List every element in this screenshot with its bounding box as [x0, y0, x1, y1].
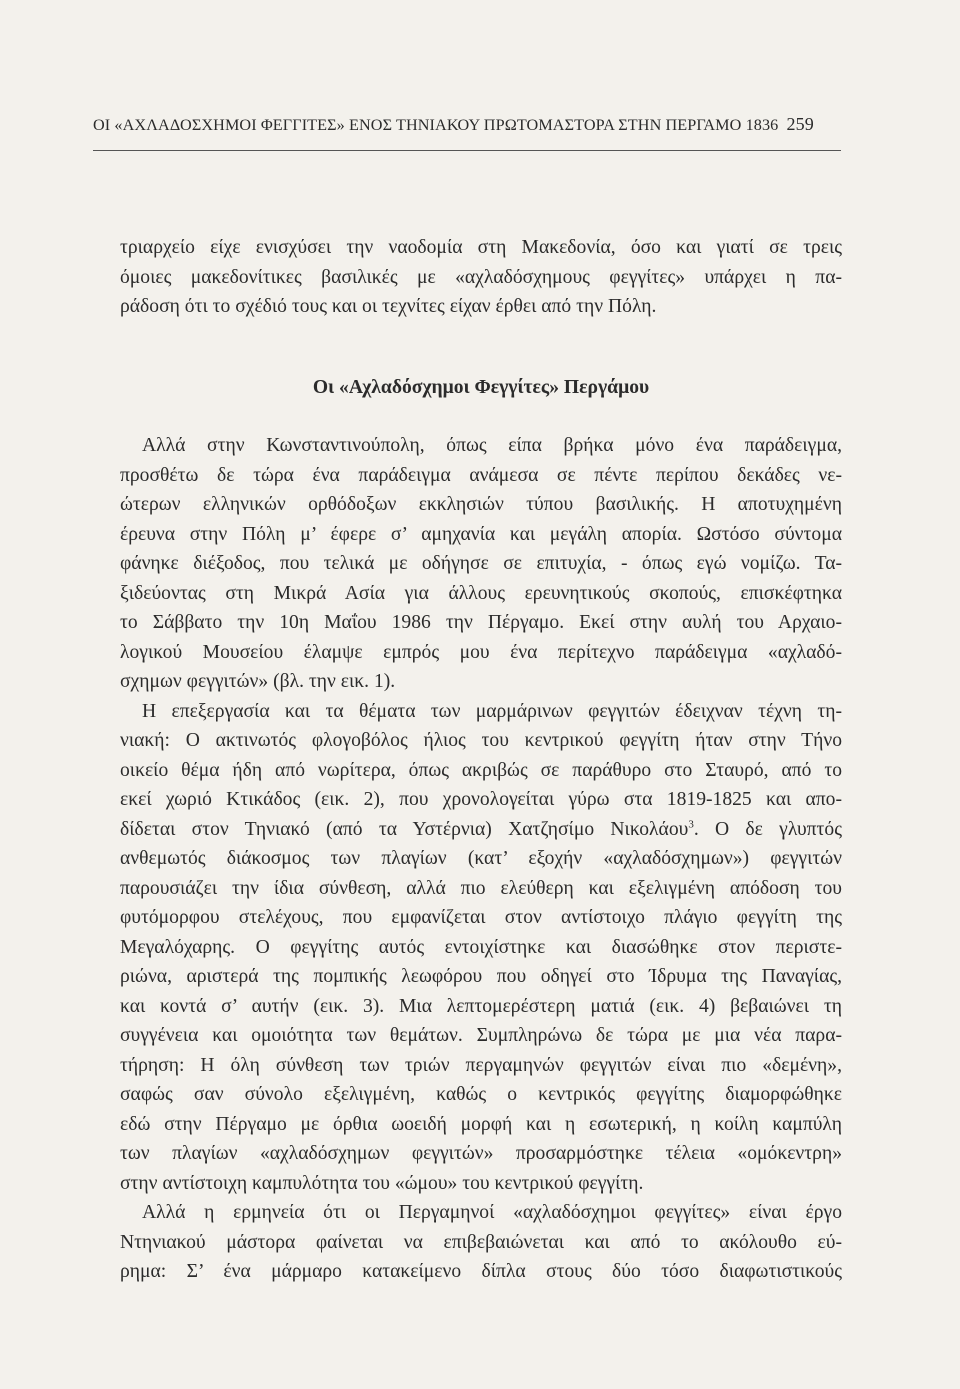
text-line: ράδοση ότι το σχέδιό τους και οι τεχνίτες είχαν έρθει από την Πόλη. [120, 296, 657, 317]
text-line: ξιδεύοντας στη Μικρά Ασία για άλλους ερευνητικούς σκοπούς, επισκέφτηκα [120, 582, 842, 604]
body-text [120, 431, 842, 1287]
text-line: ανθεμωτός διάκοσμος των πλαγίων (κατ’ εξοχήν «αχλαδόσχημων») φεγγιτών [120, 848, 842, 869]
text-segment: δίδεται στον Τηνιακό (από τα Υστέρνια) Χατζησίμο Νικολάου [120, 818, 689, 840]
page-number: 259 [786, 114, 814, 134]
footnote-ref[interactable]: 3 [688, 817, 694, 830]
text-line: Αλλά στην Κωνσταντινούπολη, όπως είπα βρήκα μόνο ένα παράδειγμα, [142, 435, 842, 456]
text-segment: . Ο δε γλυπτός [693, 818, 842, 840]
text-line: στην αντίστοιχη καμπυλότητα του «ώμου» του κεντρικού φεγγίτη. [120, 1172, 644, 1194]
text-line: εδώ στην Πέργαμο με όρθια ωοειδή μορφή και η εσωτερική, η κοίλη καμπύλη [120, 1113, 842, 1135]
text-line: συγγένεια και ομοιότητα των θεμάτων. Συμπληρώνω δε τώρα με μια νέα παρα- [120, 1025, 842, 1046]
text-line: Η επεξεργασία και τα θέματα των μαρμάρινων φεγγιτών έδειχναν τέχνη τη- [142, 700, 842, 722]
intro-paragraph [120, 233, 842, 322]
text-line: το Σάββατο την 10η Μαΐου 1986 την Πέργαμο. Εκεί στην αυλή του Αρχαιο- [120, 612, 842, 633]
text-line: των πλαγίων «αχλαδόσχημων φεγγιτών» προσαρμόστηκε τέλεια «ομόκεντρη» [120, 1143, 842, 1164]
text-line: όμοιες μακεδονίτικες βασιλικές με «αχλαδόσχημους φεγγίτες» υπάρχει η πα- [120, 266, 842, 288]
section-title: Οι «Αχλαδόσχημοι Φεγγίτες» Περγάμου [312, 377, 650, 398]
header-rule [93, 150, 841, 151]
text-line: φάνηκε διέξοδος, που τελικά με οδήγησε σε επιτυχία, - όπως εγώ νομίζω. Τα- [120, 553, 842, 574]
text-line: φυτόμορφου στελέχους, που εμφανίζεται στον αντίστοιχο πλάγιο φεγγίτη της [120, 907, 842, 928]
text-line: Ντηνιακού μάστορα φαίνεται να επιβεβαιώνεται και από το ακόλουθο εύ- [120, 1231, 842, 1253]
text-line: ώτερων ελληνικών ορθόδοξων εκκλησιών τύπου βασιλικής. Η αποτυχημένη [120, 494, 842, 515]
text-line: εκεί χωριό Κτικάδος (εικ. 2), που χρονολογείται γύρω στα 1819-1825 και απο- [120, 789, 842, 810]
text-line: τριαρχείο είχε ενισχύσει την ναοδομία στη Μακεδονία, όσο και γιατί σε τρεις [120, 237, 842, 258]
text-line: λογικού Μουσείου έλαμψε εμπρός μου ένα περίτεχνο παράδειγμα «αχλαδό- [120, 641, 842, 663]
text-line: έρευνα στην Πόλη μ’ έφερε σ’ αμηχανία και μεγάλη απορία. Ωστόσο σύντομα [120, 523, 842, 545]
text-line: οικείο θέμα ήδη από νωρίτερα, όπως ακριβώς σε παράθυρο στο Σταυρό, από το [120, 759, 842, 781]
text-line-with-footnote [120, 815, 842, 845]
text-line: τήρηση: Η όλη σύνθεση των τριών περγαμηνών φεγγιτών είναι πιο «δεμένη», [120, 1054, 842, 1076]
text-line: Μεγαλόχαρης. Ο φεγγίτης αυτός εντοιχίστηκε και διασώθηκε στον περιστε- [120, 936, 842, 958]
text-line: νιακή: Ο ακτινωτός φλογοβόλος ήλιος του κεντρικού φεγγίτη ήταν στην Τήνο [120, 730, 842, 751]
text-line: Αλλά η ερμηνεία ότι οι Περγαμηνοί «αχλαδόσχημοι φεγγίτες» είναι έργο [142, 1202, 842, 1223]
text-line: προσθέτω δε τώρα ένα παράδειγμα ανάμεσα σε πέντε περίπου δεκάδες νε- [120, 464, 842, 486]
running-title: ΟΙ «ΑΧΛΑΔΟΣΧΗΜΟΙ ΦΕΓΓΙΤΕΣ» ΕΝΟΣ ΤΗΝΙΑΚΟΥ ΠΡΩΤΟΜΑΣΤΟΡΑ ΣΤΗΝ ΠΕΡΓΑΜΟ 1836 [93, 116, 779, 134]
text-line: ριώνα, αριστερά της πομπικής λεωφόρου που οδηγεί στο Ίδρυμα της Παναγίας, [120, 966, 842, 987]
text-line: και κοντά σ’ αυτήν (εικ. 3). Μια λεπτομερέστερη ματιά (εικ. 4) βεβαιώνει τη [120, 995, 842, 1017]
text-line: παρουσιάζει την ίδια σύνθεση, αλλά πιο ελεύθερη και εξελιγμένη απόδοση του [120, 877, 842, 899]
text-line: σχημων φεγγιτών» (βλ. την εικ. 1). [120, 671, 396, 692]
running-header [93, 114, 843, 135]
text-line: ρημα: Σ’ ένα μάρμαρο κατακείμενο δίπλα στους δύο τόσο διαφωτιστικούς [120, 1261, 842, 1282]
text-line: σαφώς σαν σύνολο εξελιγμένη, καθώς ο κεντρικός φεγγίτης διαμορφώθηκε [120, 1084, 842, 1105]
